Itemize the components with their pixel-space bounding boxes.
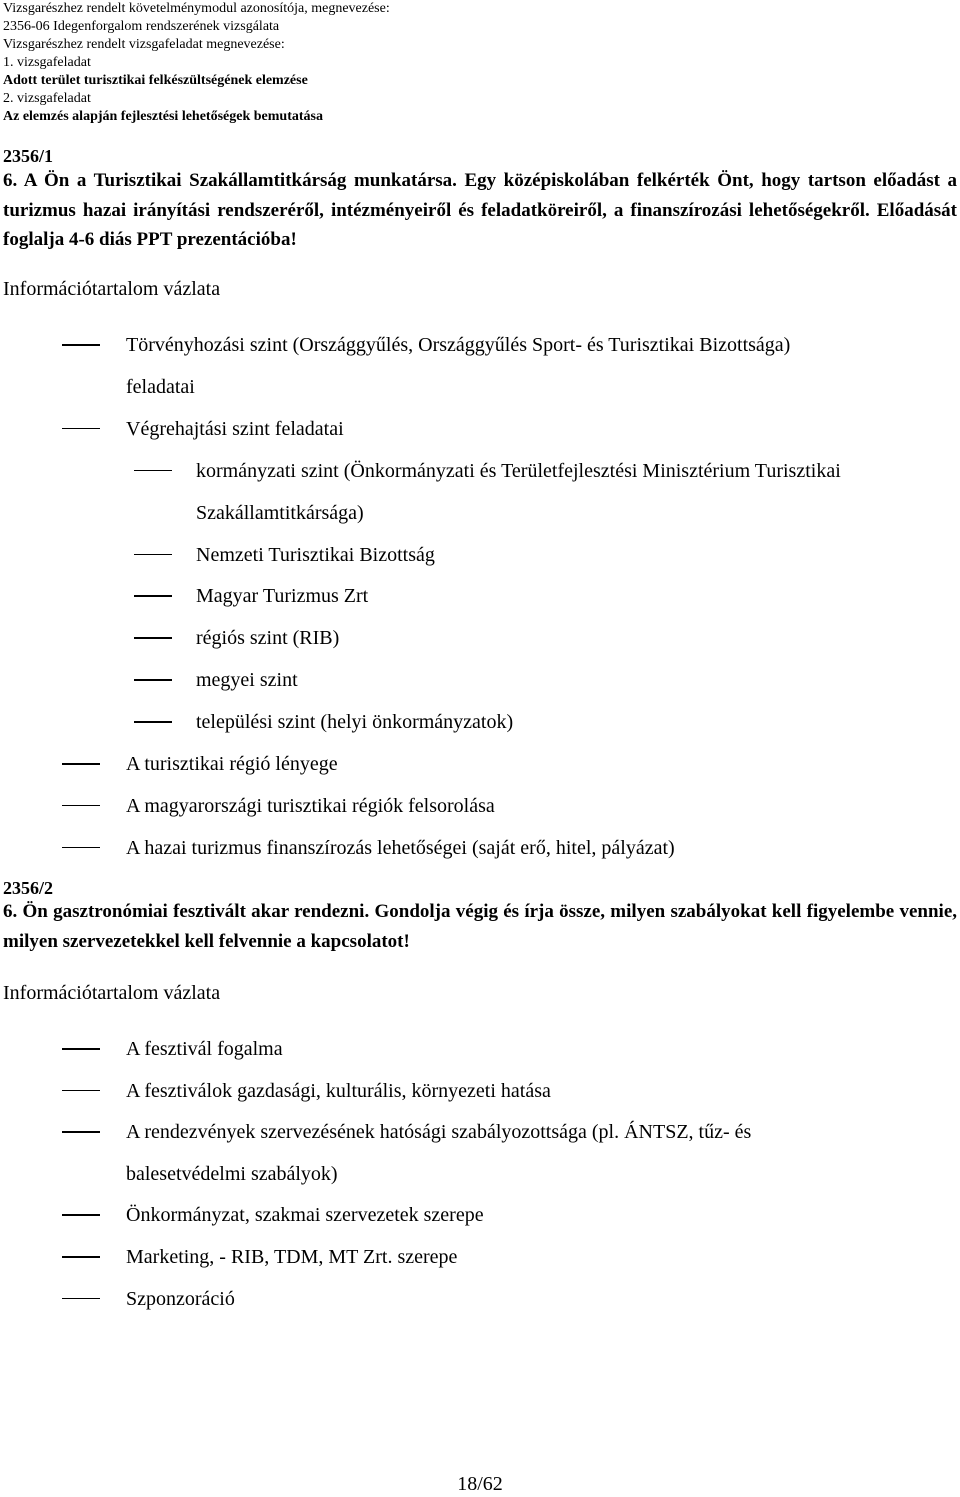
outline-item-text: A magyarországi turisztikai régiók felsorolása xyxy=(126,794,495,817)
outline-item-text: A fesztiválok gazdasági, kulturális, környezeti hatása xyxy=(126,1079,551,1102)
header-task1-label: 1. vizsgafeladat xyxy=(3,55,91,70)
outline-item-text: megyei szint xyxy=(196,669,298,692)
outline-item-text: feladatai xyxy=(126,375,195,398)
outline-item-text: A turisztikai régió lényege xyxy=(126,753,338,775)
bullet-dash xyxy=(62,1214,100,1216)
task2-code: 2356/2 xyxy=(3,878,54,898)
task1-code: 2356/1 xyxy=(3,146,54,166)
task1-text: 6. A Ön a Turisztikai Szakállamtitkárság munkatársa. Egy középiskolában felkérték Önt, hogy tartson előadást a turizmus hazai irányítási rendszeréről, intézményeiről és feladatköreiről, a finanszírozási lehetőségekről. Előadását foglalja 4-6 diás PPT prezentációba! xyxy=(3,170,957,250)
outline-item-text: kormányzati szint (Önkormányzati és Területfejlesztési Minisztérium Turisztikai xyxy=(196,459,841,482)
bullet-dash xyxy=(62,847,100,849)
header-task-label: Vizsgarészhez rendelt vizsgafeladat megnevezése: xyxy=(3,37,285,52)
bullet-dash xyxy=(62,1298,100,1300)
bullet-dash xyxy=(62,1048,100,1050)
bullet-dash xyxy=(134,470,172,472)
header-module-label: Vizsgarészhez rendelt követelménymodul azonosítója, megnevezése: xyxy=(3,1,390,16)
outline-item-text: Szakállamtitkársága) xyxy=(196,501,364,524)
task2-outline-title: Információtartalom vázlata xyxy=(3,982,221,1004)
outline-item-text: A rendezvények szervezésének hatósági szabályozottsága (pl. ÁNTSZ, tűz- és xyxy=(126,1121,752,1144)
document-header xyxy=(3,0,953,126)
header-task1-name: Adott terület turisztikai felkészültségének elemzése xyxy=(3,73,308,88)
bullet-dash xyxy=(62,805,100,807)
bullet-dash xyxy=(62,763,100,765)
outline-item-text: Végrehajtási szint feladatai xyxy=(126,417,344,440)
bullet-dash xyxy=(134,554,172,556)
bullet-dash xyxy=(62,1090,100,1092)
bullet-dash xyxy=(62,1131,100,1133)
task2-text: 6. Ön gasztronómiai fesztivált akar rendezni. Gondolja végig és írja össze, milyen szabályokat kell figyelembe vennie, milyen szervezetekkel kell felvennie a kapcsolatot! xyxy=(3,901,957,952)
task1-outline-title: Információtartalom vázlata xyxy=(3,278,221,300)
bullet-dash xyxy=(62,344,100,346)
bullet-dash xyxy=(62,428,100,430)
outline-item-text: Törvényhozási szint (Országgyűlés, Országgyűlés Sport- és Turisztikai Bizottsága) xyxy=(126,334,791,356)
header-task2-name: Az elemzés alapján fejlesztési lehetőségek bemutatása xyxy=(3,109,323,124)
page-number: 18/62 xyxy=(457,1473,503,1495)
outline-item-text: balesetvédelmi szabályok) xyxy=(126,1162,338,1185)
outline-item-text: települési szint (helyi önkormányzatok) xyxy=(196,711,514,734)
outline-item-text: A fesztivál fogalma xyxy=(126,1038,283,1060)
outline-item-text: Marketing, - RIB, TDM, MT Zrt. szerepe xyxy=(126,1246,458,1268)
header-task2-label: 2. vizsgafeladat xyxy=(3,91,91,106)
bullet-dash xyxy=(134,595,172,597)
outline-item-text: Nemzeti Turisztikai Bizottság xyxy=(196,543,435,566)
bullet-dash xyxy=(134,679,172,681)
header-module-name: 2356-06 Idegenforgalom rendszerének vizsgálata xyxy=(3,19,280,34)
bullet-dash xyxy=(62,1256,100,1258)
bullet-dash xyxy=(134,637,172,639)
outline-item-text: Szponzoráció xyxy=(126,1287,235,1310)
outline-item-text: Önkormányzat, szakmai szervezetek szerepe xyxy=(126,1204,484,1227)
outline-item-text: A hazai turizmus finanszírozás lehetőségei (saját erő, hitel, pályázat) xyxy=(126,836,675,859)
outline-item-text: régiós szint (RIB) xyxy=(196,627,340,650)
bullet-dash xyxy=(134,721,172,723)
outline-item-text: Magyar Turizmus Zrt xyxy=(196,585,369,608)
